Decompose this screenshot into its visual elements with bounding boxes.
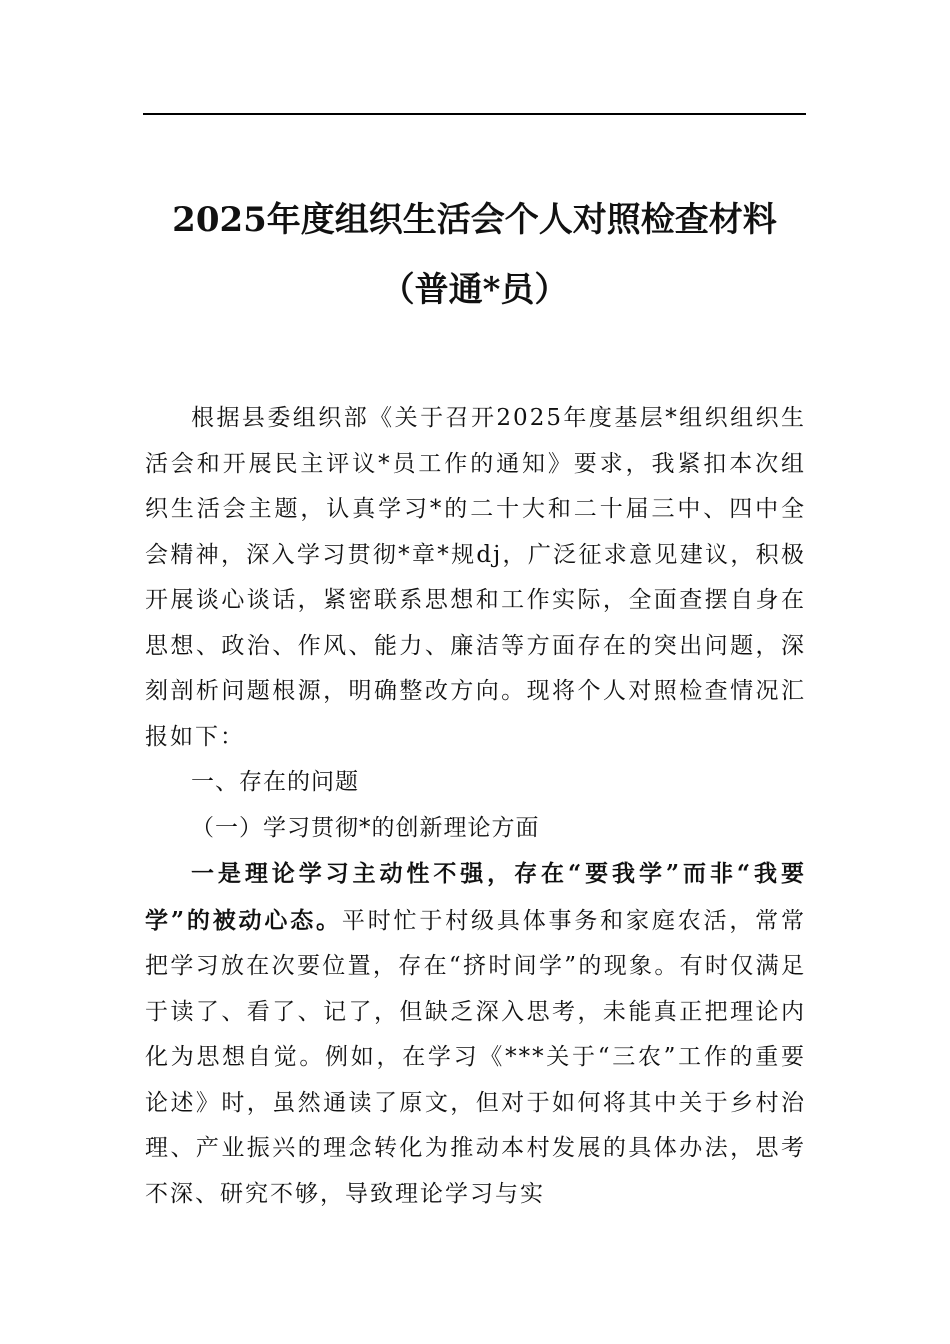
section-heading: 一、存在的问题 — [191, 769, 359, 795]
document-title: 2025年度组织生活会个人对照检查材料 — [172, 200, 777, 240]
point-paragraph — [145, 851, 806, 1217]
subsection-heading: （一）学习贯彻*的创新理论方面 — [191, 814, 540, 841]
point-text: 平时忙于村级具体事务和家庭农活，常常把学习放在次要位置，存在“挤时间学”的现象。有时仅满足于读了、看了、记了，但缺乏深入思考，未能真正把理论内化为思想自觉。例如，在学习《***关于“三农”工作的重要论述》时，虽然通读了原文，但对于如何将其中关于乡村治理、产业振兴的理念转化为推动本村发展的具体办法，思考不深、研究不够，导致理论学习与实 — [145, 907, 806, 1207]
document-subtitle: （普通*员） — [380, 270, 569, 310]
point-lead-bold: 一是理论学习主动性不强，存在“要我学”而非“我要学”的被动心态。 — [145, 860, 806, 934]
document-body — [145, 396, 806, 1217]
header-rule — [143, 113, 806, 115]
intro-paragraph: 根据县委组织部《关于召开2025年度基层*组织组织生活会和开展民主评议*员工作的通知》要求，我紧扣本次组织生活会主题，认真学习*的二十大和二十届三中、四中全会精神，深入学习贯彻*章*规dj，广泛征求意见建议，积极开展谈心谈话，紧密联系思想和工作实际，全面查摆自身在思想、政治、作风、能力、廉洁等方面存在的突出问题，深刻剖析问题根源，明确整改方向。现将个人对照检查情况汇报如下： — [145, 405, 806, 750]
